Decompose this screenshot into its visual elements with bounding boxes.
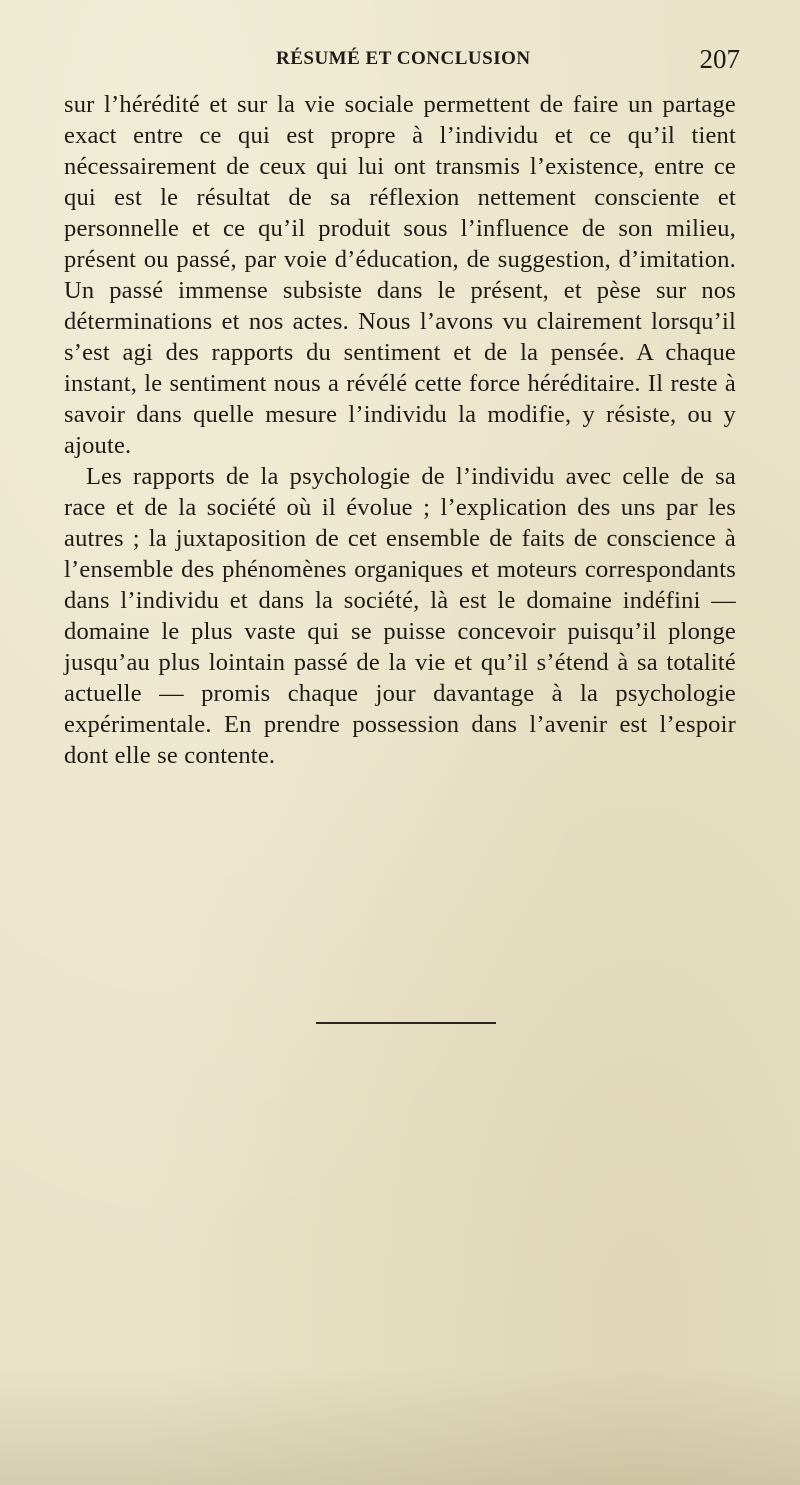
running-title: RÉSUMÉ ET CONCLUSION [276,48,531,69]
page-number: 207 [699,44,740,74]
body-text [64,89,736,771]
page-shadow [0,1365,800,1485]
end-rule-divider [316,1022,496,1024]
paragraph-1: sur l’hérédité et sur la vie sociale permettent de faire un partage exact entre ce qui est propre à l’individu et ce qu’il tient nécessairement de ceux qui lui ont transmis l’existence, entre ce qui est le résultat de sa réflexion nettement consciente et personnelle et ce qu’il produit sous l’influence de son milieu, présent ou passé, par voie d’éducation, de suggestion, d’imitation. Un passé immense subsiste dans le présent, et pèse sur nos déterminations et nos actes. Nous l’avons vu clairement lorsqu’il s’est agi des rapports du sentiment et de la pensée. A chaque instant, le sentiment nous a révélé cette force héréditaire. Il reste à savoir dans quelle mesure l’individu la modifie, y résiste, ou y ajoute. [64,91,736,459]
paragraph-2: Les rapports de la psychologie de l’individu avec celle de sa race et de la société où il évolue ; l’explication des uns par les autres ; la juxtaposition de cet ensemble de faits de conscience à l’ensemble des phénomènes organiques et moteurs correspondants dans l’individu et dans la société, là est le domaine indéfini — domaine le plus vaste qui se puisse concevoir puisqu’il plonge jusqu’au plus lointain passé de la vie et qu’il s’étend à sa totalité actuelle — promis chaque jour davantage à la psychologie expérimentale. En prendre possession dans l’avenir est l’espoir dont elle se contente. [64,463,736,769]
